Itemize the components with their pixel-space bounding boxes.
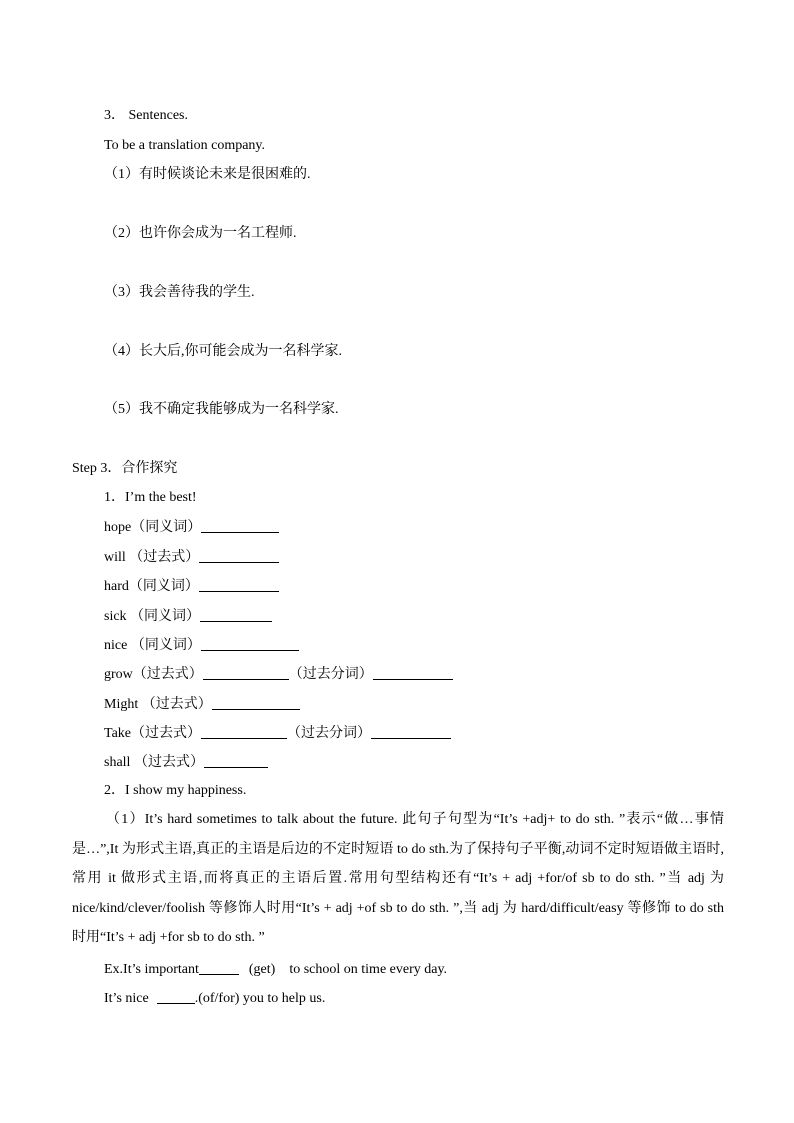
word-note: （过去式） xyxy=(132,667,203,682)
section-number: 3． xyxy=(104,108,125,123)
answer-blank[interactable] xyxy=(373,665,453,680)
step-3-heading: Step 3．合作探究 xyxy=(72,461,178,476)
word-row xyxy=(104,577,279,596)
word-note: （同义词） xyxy=(127,638,201,653)
exercise-2 xyxy=(104,989,325,1008)
exercise-text: to school on time every day. xyxy=(289,962,448,977)
word-note: （过去式） xyxy=(130,755,204,770)
word-note: （同义词） xyxy=(131,520,202,535)
answer-blank[interactable] xyxy=(199,960,239,975)
answer-blank[interactable] xyxy=(204,753,268,768)
exercise-1 xyxy=(104,960,447,979)
answer-blank[interactable] xyxy=(212,695,300,710)
section-3-heading xyxy=(104,107,188,125)
answer-blank[interactable] xyxy=(203,665,289,680)
answer-blank[interactable] xyxy=(201,724,287,739)
word-row xyxy=(104,753,268,772)
word: nice xyxy=(104,638,128,653)
sentence-4: （4）长大后,你可能会成为一名科学家. xyxy=(104,344,342,359)
exercise-text: It’s nice xyxy=(104,991,149,1006)
exercise-hint: (get) xyxy=(248,962,276,977)
exercise-text: .(of/for) you to help us. xyxy=(194,991,326,1006)
answer-blank[interactable] xyxy=(199,577,279,592)
word-row xyxy=(104,695,300,714)
section-title: Sentences. xyxy=(128,108,188,123)
word: will xyxy=(104,550,126,565)
sentence-1: （1）有时候谈论未来是很困难的. xyxy=(104,167,311,182)
section-3-intro: To be a translation company. xyxy=(104,138,266,153)
answer-blank[interactable] xyxy=(201,518,279,533)
word-note: （过去式） xyxy=(138,697,212,712)
answer-blank[interactable] xyxy=(201,636,299,651)
word-row xyxy=(104,665,453,684)
word-row xyxy=(104,518,279,537)
sentence-2: （2）也许你会成为一名工程师. xyxy=(104,226,297,241)
sentence-3: （3）我会善待我的学生. xyxy=(104,285,255,300)
word-row xyxy=(104,548,279,567)
answer-blank[interactable] xyxy=(199,548,279,563)
exercise-text: Ex.It’s important xyxy=(104,962,199,977)
word-row xyxy=(104,607,272,626)
word: shall xyxy=(104,755,131,770)
word: Take xyxy=(104,726,132,741)
word-note: （过去式） xyxy=(125,550,200,565)
sentence-5: （5）我不确定我能够成为一名科学家. xyxy=(104,402,339,417)
part-2-title: 2．I show my happiness. xyxy=(104,783,247,798)
grammar-explanation: （1）It’s hard sometimes to talk about the future. 此句子句型为“It’s +adj+ to do sth. ”表示“做…事情是…”,It 为形式主语,真正的主语是后边的不定时短语 to do sth.为了保持句子平衡,动词不定时短语做主语时,常用 it 做形式主语,而将真正的主语后置.常用句型结构还有“It’s + adj +for/of sb to do sth. ”当 adj 为 nice/kind/clever/foolish 等修饰人时用“It’s + adj +of sb to do sth. ”,当 adj 为 hard/difficult/easy 等修饰 to do sth 时用“It’s + adj +for sb to do sth. ” xyxy=(72,812,724,945)
word-note: （过去式） xyxy=(131,726,202,741)
word-row xyxy=(104,724,451,743)
word: grow xyxy=(104,667,133,682)
word: hard xyxy=(104,579,129,594)
word: Might xyxy=(104,697,139,712)
word-note-2: （过去分词） xyxy=(288,667,373,682)
answer-blank[interactable] xyxy=(157,989,195,1004)
word: hope xyxy=(104,520,132,535)
word-note: （同义词） xyxy=(126,609,201,624)
word-note-2: （过去分词） xyxy=(287,726,372,741)
word-note: （同义词） xyxy=(128,579,199,594)
word-row xyxy=(104,636,299,655)
part-1-title: 1．I’m the best! xyxy=(104,490,197,505)
answer-blank[interactable] xyxy=(371,724,451,739)
word: sick xyxy=(104,609,127,624)
answer-blank[interactable] xyxy=(200,607,272,622)
